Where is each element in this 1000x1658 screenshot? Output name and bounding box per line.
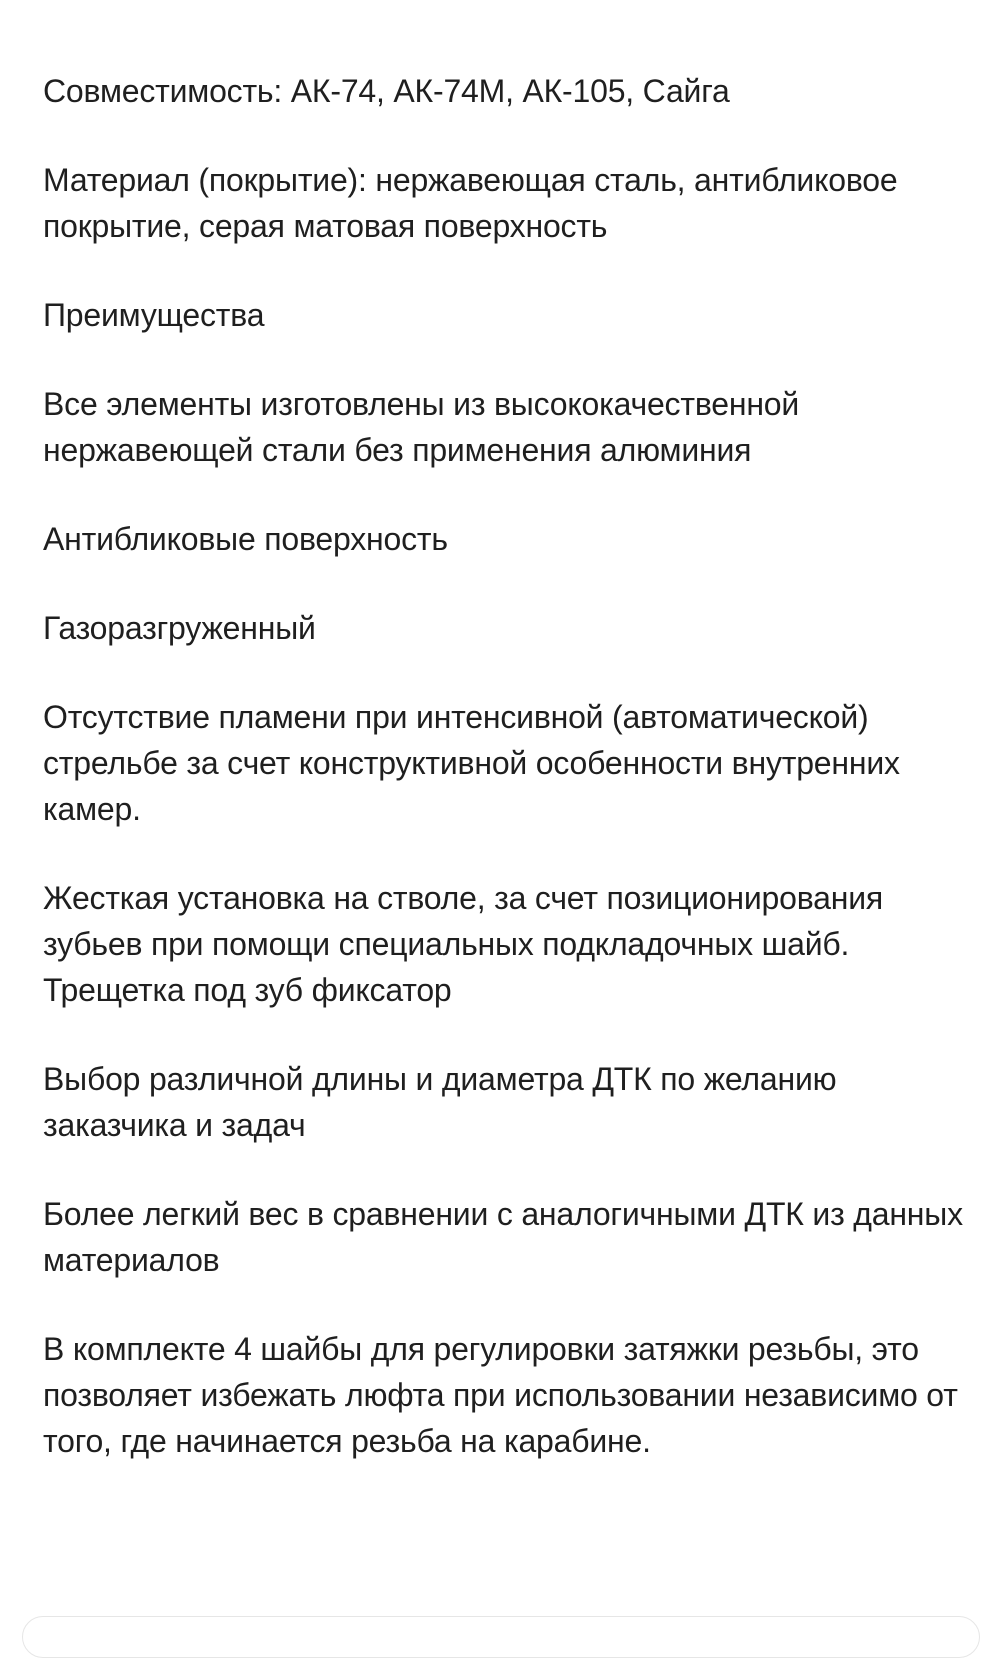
advantage-light-weight: Более легкий вес в сравнении с аналогичными ДТК из данных материалов	[43, 1196, 963, 1278]
bottom-card-edge	[22, 1616, 980, 1658]
advantage-antiglare: Антибликовые поверхность	[43, 521, 448, 557]
advantage-stainless-steel: Все элементы изготовлены из высококачественной нержавеющей стали без применения алюминия	[43, 386, 800, 468]
advantages-heading: Преимущества	[43, 297, 265, 333]
material-text: Материал (покрытие): нержавеющая сталь, антибликовое покрытие, серая матовая поверхность	[43, 162, 898, 244]
advantage-no-flame: Отсутствие пламени при интенсивной (автоматической) стрельбе за счет конструктивной особенности внутренних камер.	[43, 699, 900, 827]
advantage-gas-relieved: Газоразгруженный	[43, 610, 316, 646]
advantage-size-choice: Выбор различной длины и диаметра ДТК по желанию заказчика и задач	[43, 1061, 837, 1143]
advantage-washers-included: В комплекте 4 шайбы для регулировки затяжки резьбы, это позволяет избежать люфта при использовании независимо от того, где начинается резьба на карабине.	[43, 1331, 958, 1459]
product-description	[43, 68, 963, 1507]
advantage-rigid-mount: Жесткая установка на стволе, за счет позиционирования зубьев при помощи специальных подкладочных шайб. Трещетка под зуб фиксатор	[43, 880, 884, 1008]
compatibility-text: Совместимость: АК-74, АК-74М, АК-105, Сайга	[43, 73, 730, 109]
